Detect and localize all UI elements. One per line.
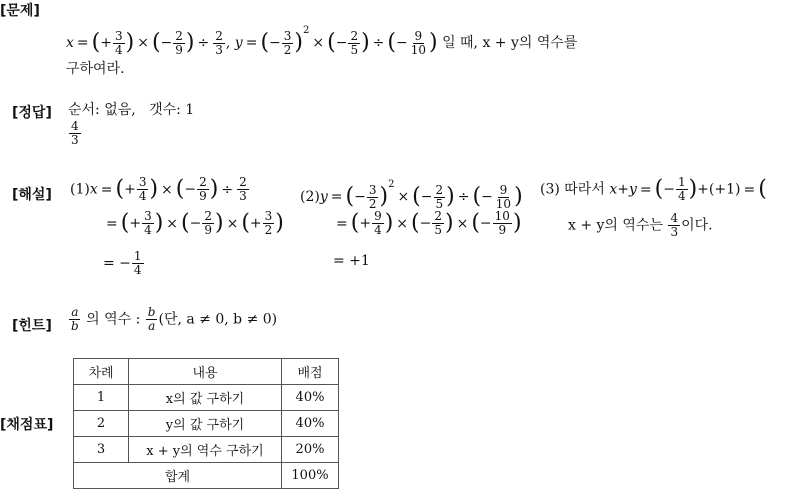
row-content: y의 값 구하기 xyxy=(129,411,282,437)
header-order: 차례 xyxy=(74,359,129,385)
problem-line2: 구하여라. xyxy=(66,61,125,77)
header-content: 내용 xyxy=(129,359,282,385)
table-row xyxy=(74,437,339,463)
problem-suffix: 일 때, x + y의 역수를 xyxy=(442,35,578,51)
row-score: 20% xyxy=(282,437,339,463)
grading-label: [채점표] xyxy=(0,417,54,433)
table-row xyxy=(74,385,339,411)
solution-part1-line3: = − $\frac{1}{4}$ xyxy=(103,249,142,277)
solution-part1-line2: = (+ $\frac{3}{4}$ ) × (− $\frac{2}{9}$ ) × (+ $\frac{3}{2}$ ) xyxy=(106,209,284,237)
solution-part3-line2: x + y의 역수는 $\frac{4}{3}$ 이다. xyxy=(568,211,713,239)
answer-meta xyxy=(68,101,194,119)
solution-label: [해설] xyxy=(12,187,52,203)
hint-label: [힌트] xyxy=(12,318,52,334)
solution-part1-line1: (1)x = (+ $\frac{3}{4}$ ) × (− $\frac{2}{9}$ ) ÷ $\frac{2}{3}$ xyxy=(70,175,247,203)
row-content: x + y의 역수 구하기 xyxy=(129,437,282,463)
row-no: 2 xyxy=(74,411,129,437)
row-no: 1 xyxy=(74,385,129,411)
answer-order: 순서: 없음, xyxy=(68,102,136,118)
row-no: 3 xyxy=(74,437,129,463)
hint-text: $\frac{a}{b}$ 의 역수 : $\frac{b}{a}$ (단, a ≠ 0, b ≠ 0) xyxy=(71,305,278,333)
solution-part2-line2: = (+ $\frac{9}{4}$ ) × (− $\frac{2}{5}$ ) × (− $\frac{10}{9}$ ) xyxy=(336,209,522,237)
total-label: 합계 xyxy=(74,463,282,489)
total-score: 100% xyxy=(282,463,339,489)
solution-part2-line3: = +1 xyxy=(333,253,370,269)
problem-label: [문제] xyxy=(0,3,40,19)
answer-label: [정답] xyxy=(12,105,52,121)
problem-equation: x = (+ $\frac{3}{4}$ ) × (− $\frac{2}{9}$ ) ÷ $\frac{2}{3}$ , y = (− $\frac{3}{2}$ )$^2$× (− $\frac{2}{5}$ ) ÷ (− $\frac{9}{10}$ ) 일 때, x + y의 역수를 xyxy=(66,25,578,57)
header-score: 배점 xyxy=(282,359,339,385)
answer-count: 갯수: 1 xyxy=(149,102,195,118)
row-content: x의 값 구하기 xyxy=(129,385,282,411)
table-header-row xyxy=(74,359,339,385)
table-row xyxy=(74,411,339,437)
row-score: 40% xyxy=(282,411,339,437)
grading-table xyxy=(73,358,339,489)
solution-part3-line1: (3) 따라서 x+y = (− $\frac{1}{4}$ )+(+1) = ( xyxy=(540,175,767,203)
table-total-row xyxy=(74,463,339,489)
answer-fraction: $\frac{4}{3}$ xyxy=(71,119,79,147)
row-score: 40% xyxy=(282,385,339,411)
solution-part2-line1: (2)y = (− $\frac{3}{2}$ )$^2$× (− $\frac{2}{5}$ ) ÷ (− $\frac{9}{10}$ ) xyxy=(300,179,523,211)
